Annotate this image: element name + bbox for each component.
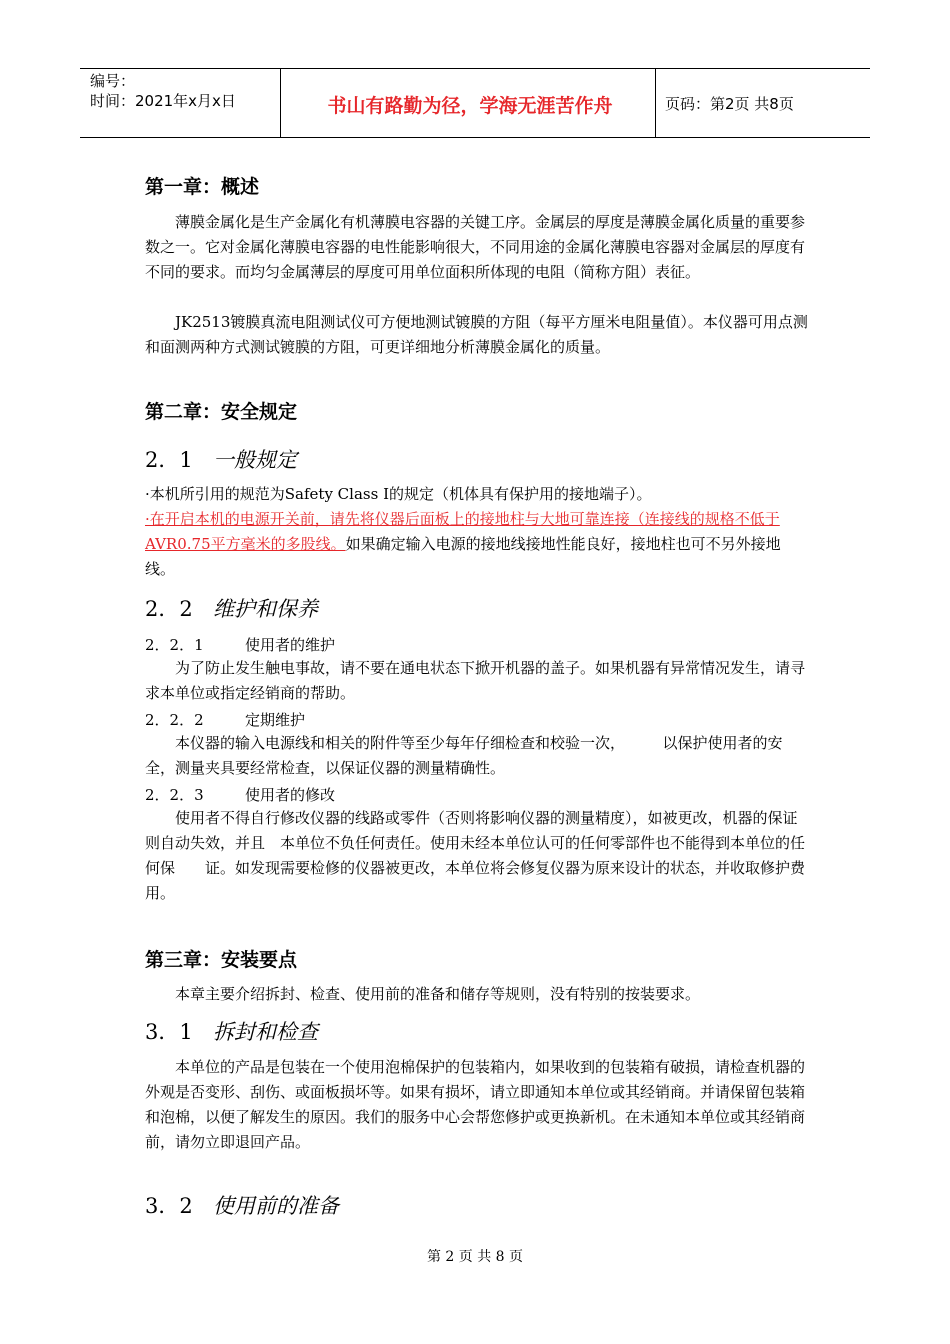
grounding-note: 如果确定输入电源的接地线接地性能良好，接地柱也可不另外接地线。	[145, 535, 781, 578]
chapter3-intro: 本章主要介绍拆封、检查、使用前的准备和储存等规则，没有特别的按装要求。	[175, 985, 701, 1003]
header-divider	[655, 69, 656, 137]
section-2-1-heading	[145, 444, 297, 474]
subsection-title: 使用者的维护	[245, 636, 336, 654]
subsection-number: 2．2．3	[145, 786, 204, 804]
chapter2-title: 第二章：安全规定	[145, 401, 298, 423]
section-2-2-1-paragraph: 为了防止发生触电事故，请不要在通电状态下掀开机器的盖子。如果机器有异常情况发生，请寻求本单位或指定经销商的帮助。	[145, 659, 806, 702]
section-title: 使用前的准备	[213, 1194, 339, 1218]
grounding-warning: ·在开启本机的电源开关前，请先将仪器后面板上的接地柱与大地可靠连接（连接线的规格不低于AVR0.75平方毫米的多股线。	[145, 510, 780, 553]
section-2-2-2-paragraph: 本仪器的输入电源线和相关的附件等至少每年仔细检查和校验一次， 以保护使用者的安全，测量夹具要经常检查，以保证仪器的测量精确性。	[145, 734, 783, 777]
section-number: 2．1	[145, 448, 193, 472]
section-3-1-heading	[145, 1016, 318, 1046]
page-footer: 第 2 页 共 8 页	[426, 1249, 524, 1265]
chapter1-paragraph-2: JK2513镀膜真流电阻测试仪可方便地测试镀膜的方阻（每平方厘米电阻量值）。本仪器可用点测和面测两种方式测试镀膜的方阻，可更详细地分析薄膜金属化的质量。	[145, 313, 808, 356]
section-number: 2．2	[145, 597, 193, 621]
subsection-number: 2．2．1	[145, 636, 204, 654]
section-title: 一般规定	[213, 448, 297, 472]
subsection-title: 使用者的修改	[245, 786, 336, 804]
section-title: 维护和保养	[213, 597, 318, 621]
header-motto: 书山有路勤为径，学海无涯苦作舟	[327, 95, 613, 117]
chapter1-title: 第一章：概述	[145, 176, 260, 198]
page-header	[80, 68, 870, 138]
section-2-2-3-heading	[145, 784, 335, 805]
section-3-1-paragraph: 本单位的产品是包装在一个使用泡棉保护的包装箱内，如果收到的包装箱有破损，请检查机器的外观是否变形、刮伤、或面板损坏等。如果有损坏，请立即通知本单位或其经销商。并请保留包装箱和泡棉，以便了解发生的原因。我们的服务中心会帮您修护或更换新机。在未通知本单位或其经销商前，请勿立即退回产品。	[145, 1058, 806, 1151]
chapter3-title: 第三章：安装要点	[145, 949, 298, 971]
section-2-1-paragraph-2	[145, 507, 810, 582]
subsection-number: 2．2．2	[145, 711, 204, 729]
section-number: 3．2	[145, 1194, 193, 1218]
time-label: 时间：2021年x月x日	[90, 92, 236, 110]
subsection-title: 定期维护	[245, 711, 306, 729]
section-2-2-heading	[145, 593, 318, 623]
section-number: 3．1	[145, 1020, 193, 1044]
section-3-2-heading	[145, 1190, 339, 1220]
section-2-1-paragraph-1: ·本机所引用的规范为Safety Class I的规定（机体具有保护用的接地端子）。	[145, 485, 652, 503]
section-2-2-2-heading	[145, 709, 305, 730]
section-title: 拆封和检查	[213, 1020, 318, 1044]
number-label: 编号：	[90, 72, 136, 90]
header-page-label: 页码：第2页 共8页	[665, 95, 794, 113]
section-2-2-1-heading	[145, 634, 335, 655]
header-meta	[90, 71, 236, 111]
chapter1-paragraph-1: 薄膜金属化是生产金属化有机薄膜电容器的关键工序。金属层的厚度是薄膜金属化质量的重要参数之一。它对金属化薄膜电容器的电性能影响很大，不同用途的金属化薄膜电容器对金属层的厚度有不同的要求。而均匀金属薄层的厚度可用单位面积所体现的电阻（简称方阻）表征。	[145, 213, 806, 281]
section-2-2-3-paragraph: 使用者不得自行修改仪器的线路或零件（否则将影响仪器的测量精度），如被更改，机器的保证则自动失效，并且 本单位不负任何责任。使用未经本单位认可的任何零部件也不能得到本单位的任何保 证。如发现需要检修的仪器被更改，本单位将会修复仪器为原来设计的状态，并收取修护费用。	[145, 809, 806, 902]
